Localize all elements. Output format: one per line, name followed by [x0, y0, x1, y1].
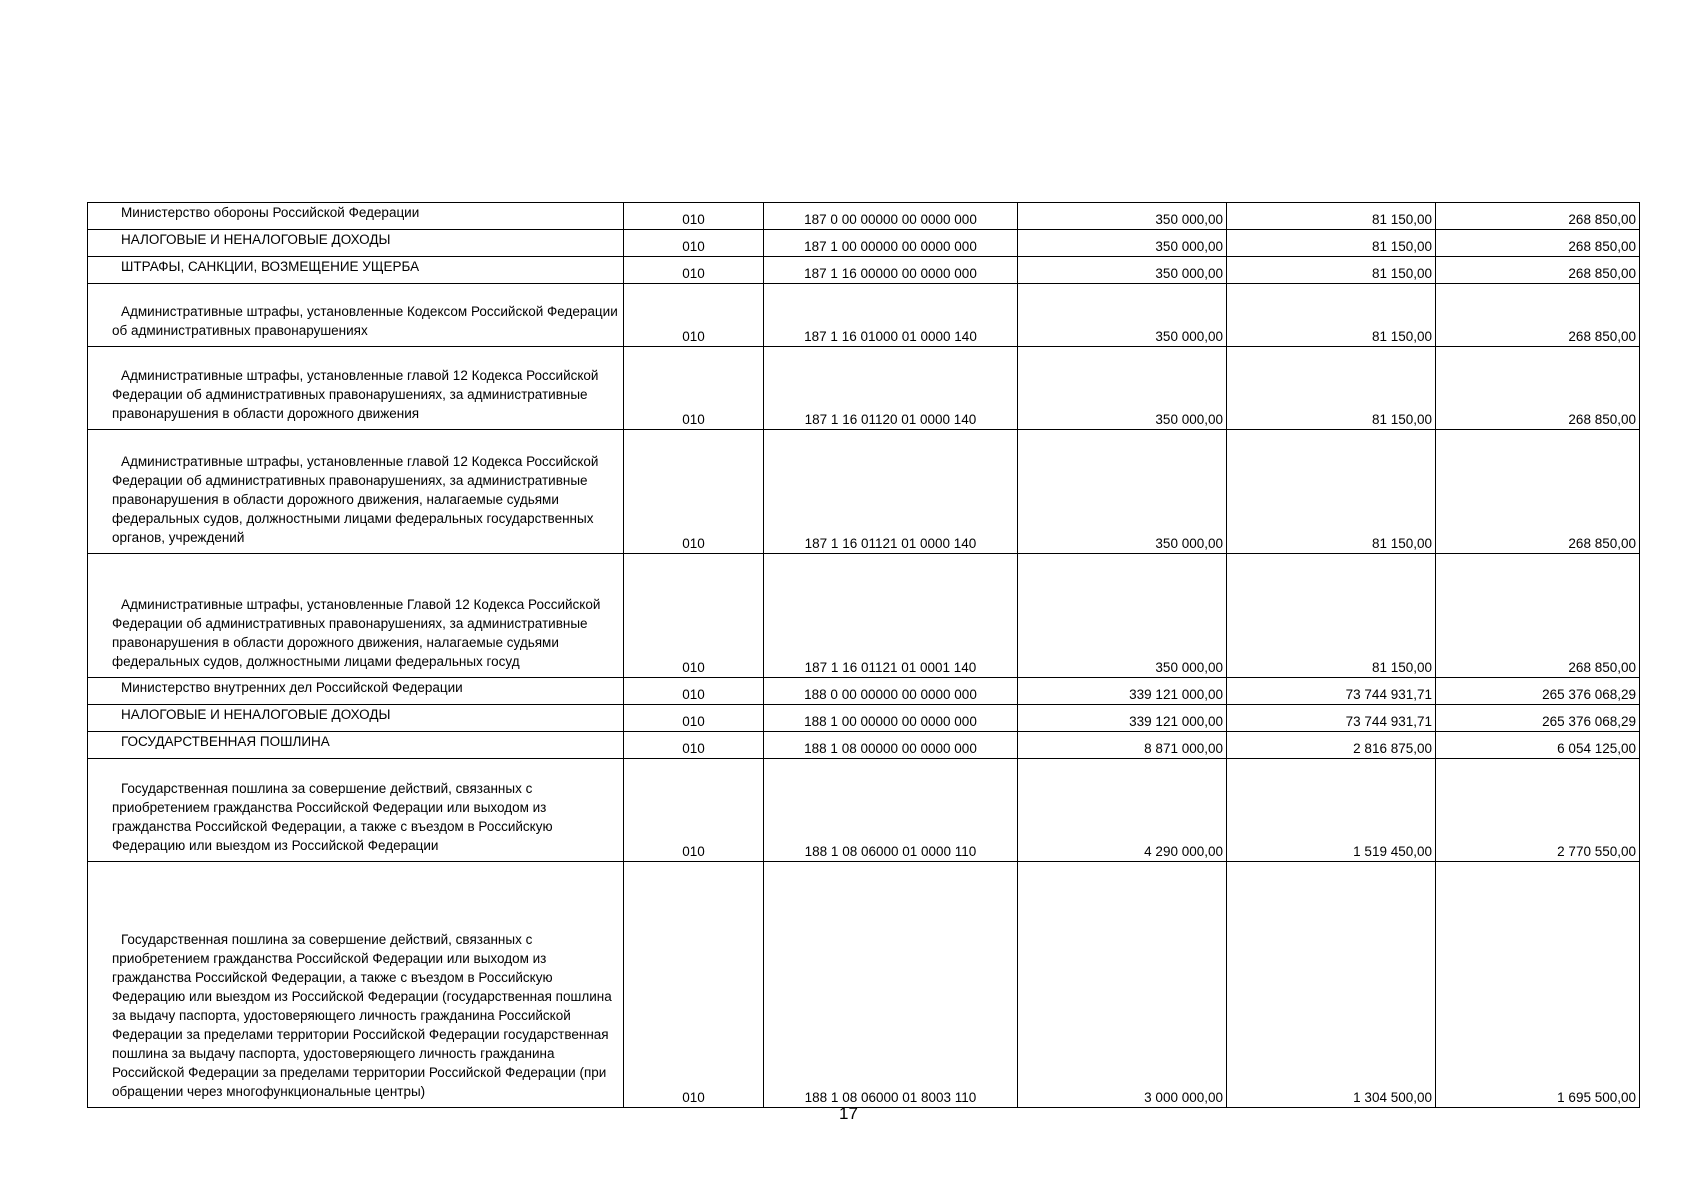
row-name-cell — [88, 862, 624, 1108]
row-approved-cell: 350 000,00 — [1018, 347, 1227, 430]
row-name-cell — [88, 203, 624, 230]
table-row — [88, 678, 1640, 705]
row-name-text: Административные штрафы, установленные Главой 12 Кодекса Российской Федерации об административных правонарушениях, за административные правонарушения в области дорожного движения, налагаемые судьями федеральных судов, должностными лицами федеральных госуд — [112, 597, 601, 669]
row-code-cell: 010 — [624, 257, 764, 284]
row-name-text: НАЛОГОВЫЕ И НЕНАЛОГОВЫЕ ДОХОДЫ — [121, 232, 391, 247]
row-name-text: Министерство обороны Российской Федерации — [121, 205, 420, 220]
row-approved-cell: 339 121 000,00 — [1018, 705, 1227, 732]
row-code-cell: 010 — [624, 203, 764, 230]
row-approved-cell: 4 290 000,00 — [1018, 759, 1227, 862]
row-code-cell: 010 — [624, 678, 764, 705]
row-executed-cell: 81 150,00 — [1227, 230, 1436, 257]
row-approved-cell: 350 000,00 — [1018, 203, 1227, 230]
row-kbk-cell: 188 0 00 00000 00 0000 000 — [764, 678, 1018, 705]
row-name-cell — [88, 732, 624, 759]
table-row — [88, 230, 1640, 257]
row-kbk-cell: 187 1 16 01121 01 0000 140 — [764, 430, 1018, 554]
row-name-text: ШТРАФЫ, САНКЦИИ, ВОЗМЕЩЕНИЕ УЩЕРБА — [121, 259, 420, 274]
row-executed-cell: 81 150,00 — [1227, 257, 1436, 284]
row-remaining-cell: 268 850,00 — [1436, 257, 1640, 284]
row-code-cell: 010 — [624, 554, 764, 678]
row-name-text: НАЛОГОВЫЕ И НЕНАЛОГОВЫЕ ДОХОДЫ — [121, 707, 391, 722]
row-name-text: ГОСУДАРСТВЕННАЯ ПОШЛИНА — [121, 734, 330, 749]
row-executed-cell: 1 519 450,00 — [1227, 759, 1436, 862]
row-name-cell — [88, 347, 624, 430]
table-row — [88, 759, 1640, 862]
row-executed-cell: 73 744 931,71 — [1227, 705, 1436, 732]
row-executed-cell: 73 744 931,71 — [1227, 678, 1436, 705]
row-kbk-cell: 188 1 08 06000 01 0000 110 — [764, 759, 1018, 862]
table-row — [88, 705, 1640, 732]
row-remaining-cell: 268 850,00 — [1436, 203, 1640, 230]
row-approved-cell: 350 000,00 — [1018, 257, 1227, 284]
row-name-cell — [88, 430, 624, 554]
row-approved-cell: 350 000,00 — [1018, 430, 1227, 554]
row-remaining-cell: 268 850,00 — [1436, 430, 1640, 554]
row-remaining-cell: 268 850,00 — [1436, 347, 1640, 430]
row-executed-cell: 2 816 875,00 — [1227, 732, 1436, 759]
table-row — [88, 430, 1640, 554]
row-kbk-cell: 187 1 00 00000 00 0000 000 — [764, 230, 1018, 257]
row-approved-cell: 350 000,00 — [1018, 230, 1227, 257]
row-kbk-cell: 187 1 16 00000 00 0000 000 — [764, 257, 1018, 284]
row-code-cell: 010 — [624, 347, 764, 430]
row-kbk-cell: 188 1 08 00000 00 0000 000 — [764, 732, 1018, 759]
row-name-text: Административные штрафы, установленные Кодексом Российской Федерации об административных правонарушениях — [112, 304, 618, 338]
row-code-cell: 010 — [624, 430, 764, 554]
row-name-text: Административные штрафы, установленные главой 12 Кодекса Российской Федерации об административных правонарушениях, за административные правонарушения в области дорожного движения — [112, 368, 599, 421]
table-row — [88, 554, 1640, 678]
table-row — [88, 257, 1640, 284]
row-code-cell: 010 — [624, 230, 764, 257]
row-code-cell: 010 — [624, 732, 764, 759]
row-approved-cell: 339 121 000,00 — [1018, 678, 1227, 705]
row-approved-cell: 3 000 000,00 — [1018, 862, 1227, 1108]
row-remaining-cell: 265 376 068,29 — [1436, 705, 1640, 732]
row-name-cell — [88, 284, 624, 347]
row-name-text: Государственная пошлина за совершение действий, связанных с приобретением гражданства Российской Федерации или выходом из гражданства Российской Федерации, а также с въездом в Российскую Федерацию или выездом из Российской Федерации — [112, 781, 553, 853]
row-remaining-cell: 265 376 068,29 — [1436, 678, 1640, 705]
row-kbk-cell: 187 1 16 01121 01 0001 140 — [764, 554, 1018, 678]
row-kbk-cell: 187 0 00 00000 00 0000 000 — [764, 203, 1018, 230]
row-code-cell: 010 — [624, 705, 764, 732]
row-name-cell — [88, 230, 624, 257]
row-code-cell: 010 — [624, 862, 764, 1108]
row-kbk-cell: 188 1 00 00000 00 0000 000 — [764, 705, 1018, 732]
row-executed-cell: 81 150,00 — [1227, 203, 1436, 230]
row-remaining-cell: 6 054 125,00 — [1436, 732, 1640, 759]
row-remaining-cell: 268 850,00 — [1436, 284, 1640, 347]
row-name-text: Государственная пошлина за совершение действий, связанных с приобретением гражданства Российской Федерации или выходом из гражданства Российской Федерации, а также с въездом в Российскую Федерацию или выездом из Российской Федерации (государственная пошлина за выдачу паспорта, удостоверяющего личность гражданина Российской Федерации за пределами территории Российской Федерации государственная пошлина за выдачу паспорта, удостоверяющего личность гражданина Российской Федерации за пределами территории Российской Федерации (при обращении через многофункциональные центры) — [112, 932, 612, 1099]
row-executed-cell: 81 150,00 — [1227, 284, 1436, 347]
row-kbk-cell: 188 1 08 06000 01 8003 110 — [764, 862, 1018, 1108]
row-executed-cell: 1 304 500,00 — [1227, 862, 1436, 1108]
table-row — [88, 732, 1640, 759]
row-name-cell — [88, 678, 624, 705]
row-remaining-cell: 268 850,00 — [1436, 230, 1640, 257]
row-approved-cell: 8 871 000,00 — [1018, 732, 1227, 759]
row-executed-cell: 81 150,00 — [1227, 554, 1436, 678]
row-kbk-cell: 187 1 16 01120 01 0000 140 — [764, 347, 1018, 430]
row-remaining-cell: 268 850,00 — [1436, 554, 1640, 678]
row-code-cell: 010 — [624, 284, 764, 347]
revenue-table-body — [88, 203, 1640, 1108]
row-remaining-cell: 2 770 550,00 — [1436, 759, 1640, 862]
revenue-table — [87, 202, 1640, 1108]
row-kbk-cell: 187 1 16 01000 01 0000 140 — [764, 284, 1018, 347]
table-row — [88, 203, 1640, 230]
table-row — [88, 862, 1640, 1108]
row-remaining-cell: 1 695 500,00 — [1436, 862, 1640, 1108]
page-number: 17 — [839, 1104, 858, 1123]
row-name-text: Министерство внутренних дел Российской Федерации — [121, 680, 463, 695]
row-approved-cell: 350 000,00 — [1018, 554, 1227, 678]
row-name-cell — [88, 257, 624, 284]
table-row — [88, 347, 1640, 430]
row-name-text: Административные штрафы, установленные главой 12 Кодекса Российской Федерации об административных правонарушениях, за административные правонарушения в области дорожного движения, налагаемые судьями федеральных судов, должностными лицами федеральных государственных органов, учреждений — [112, 454, 599, 545]
row-code-cell: 010 — [624, 759, 764, 862]
row-executed-cell: 81 150,00 — [1227, 347, 1436, 430]
row-name-cell — [88, 705, 624, 732]
row-executed-cell: 81 150,00 — [1227, 430, 1436, 554]
row-name-cell — [88, 759, 624, 862]
row-approved-cell: 350 000,00 — [1018, 284, 1227, 347]
row-name-cell — [88, 554, 624, 678]
table-row — [88, 284, 1640, 347]
